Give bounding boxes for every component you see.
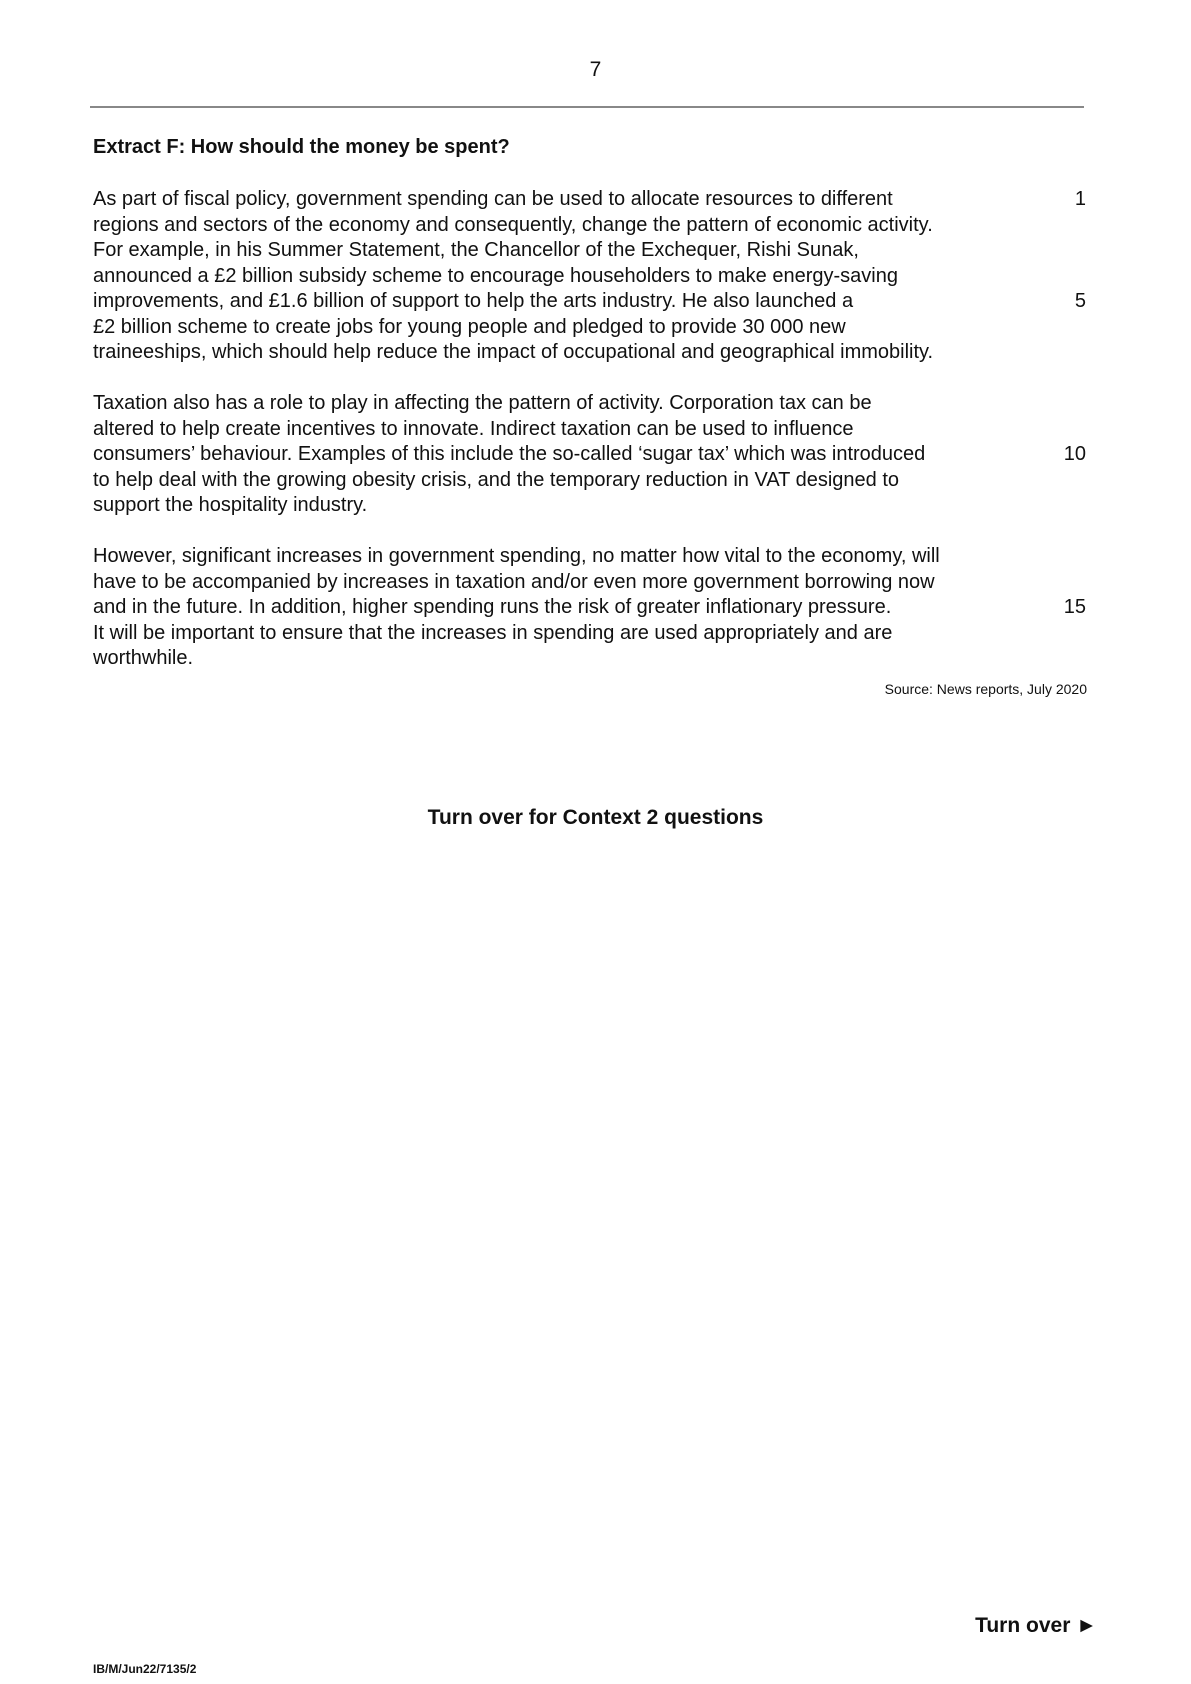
text-line: traineeships, which should help reduce the impact of occupational and geographical immobility. (93, 341, 934, 363)
text-line: It will be important to ensure that the increases in spending are used appropriately and are (93, 622, 893, 644)
text-line: announced a £2 billion subsidy scheme to encourage householders to make energy-saving (93, 265, 898, 287)
extract-heading: Extract F: How should the money be spent? (93, 136, 510, 158)
text-line: regions and sectors of the economy and consequently, change the pattern of economic activity. (93, 214, 933, 236)
text-line: altered to help create incentives to innovate. Indirect taxation can be used to influence (93, 418, 854, 440)
text-line: As part of fiscal policy, government spending can be used to allocate resources to different (93, 188, 893, 210)
text-line: consumers’ behaviour. Examples of this include the so-called ‘sugar tax’ which was introduced (93, 443, 926, 465)
text-line: improvements, and £1.6 billion of support to help the arts industry. He also launched a (93, 290, 854, 312)
text-line: support the hospitality industry. (93, 494, 368, 516)
footer-reference: IB/M/Jun22/7135/2 (93, 1662, 197, 1676)
text-line: £2 billion scheme to create jobs for young people and pledged to provide 30 000 new (93, 316, 846, 338)
line-number: 10 (1063, 443, 1086, 465)
turn-over-label: Turn over ► (975, 1614, 1097, 1637)
line-number: 5 (1074, 290, 1086, 312)
line-number: 1 (1074, 188, 1086, 210)
text-line: and in the future. In addition, higher spending runs the risk of greater inflationary pressure. (93, 596, 892, 618)
text-line: However, significant increases in government spending, no matter how vital to the economy, will (93, 545, 940, 567)
text-line: worthwhile. (93, 647, 194, 669)
line-number: 15 (1063, 596, 1086, 618)
turn-over-context-note: Turn over for Context 2 questions (427, 806, 764, 829)
text-line: to help deal with the growing obesity crisis, and the temporary reduction in VAT designed to (93, 469, 900, 491)
page-number: 7 (589, 58, 602, 81)
text-line: have to be accompanied by increases in taxation and/or even more government borrowing now (93, 571, 935, 593)
text-line: Taxation also has a role to play in affecting the pattern of activity. Corporation tax can be (93, 392, 872, 414)
header-divider (90, 106, 1084, 108)
text-line: For example, in his Summer Statement, the Chancellor of the Exchequer, Rishi Sunak, (93, 239, 859, 261)
source-note: Source: News reports, July 2020 (884, 681, 1087, 697)
